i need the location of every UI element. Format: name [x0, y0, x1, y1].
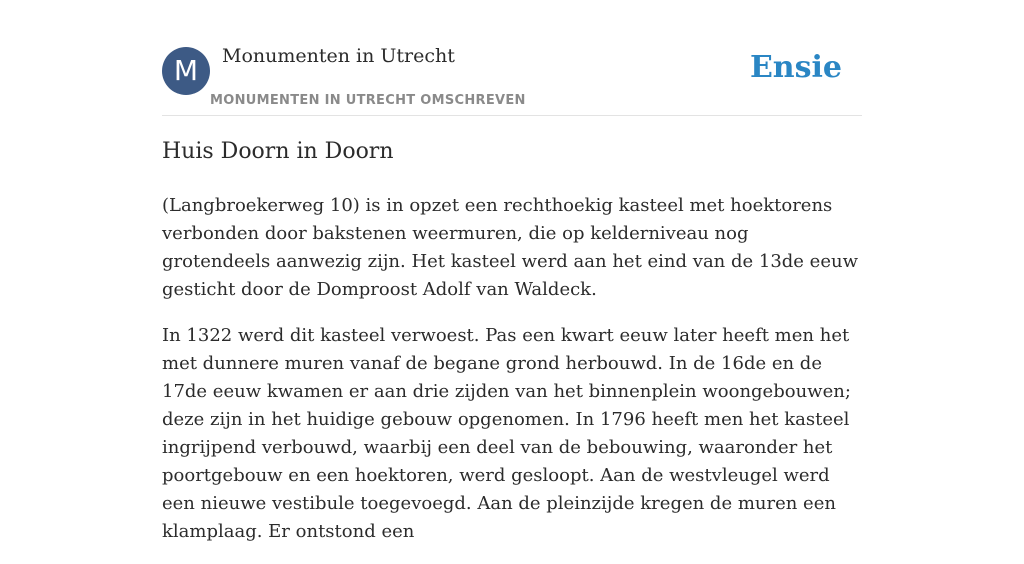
collection-title-link[interactable]: Monumenten in Utrecht	[222, 45, 455, 67]
page-title: Huis Doorn in Doorn	[162, 139, 394, 164]
article-paragraph: In 1322 werd dit kasteel verwoest. Pas een kwart eeuw later heeft men het met dunnere muren vanaf de begane grond herbouwd. In de 16de en de 17de eeuw kwamen er aan drie zijden van het binnenplein woongebouwen; deze zijn in het huidige gebouw opgenomen. In 1796 heeft men het kasteel ingrijpend verbouwd, waarbij een deel van de bebouwing, waaronder het poortgebouw en een hoektoren, werd gesloopt. Aan de westvleugel werd een nieuwe vestibule toegevoegd. Aan de pleinzijde kregen de muren een klamplaag. Er ontstond een	[162, 325, 851, 542]
article-body	[162, 192, 862, 564]
brand-logo[interactable]: Ensie	[749, 50, 842, 85]
avatar[interactable]: M	[162, 47, 210, 95]
article-paragraph: (Langbroekerweg 10) is in opzet een rechthoekig kasteel met hoektorens verbonden door bakstenen weermuren, die op kelderniveau nog grotendeels aanwezig zijn. Het kasteel werd aan het eind van de 13de eeuw gesticht door de Domproost Adolf van Waldeck.	[162, 195, 858, 300]
collection-subtitle: MONUMENTEN IN UTRECHT OMSCHREVEN	[210, 93, 526, 108]
collection-header	[162, 0, 862, 116]
